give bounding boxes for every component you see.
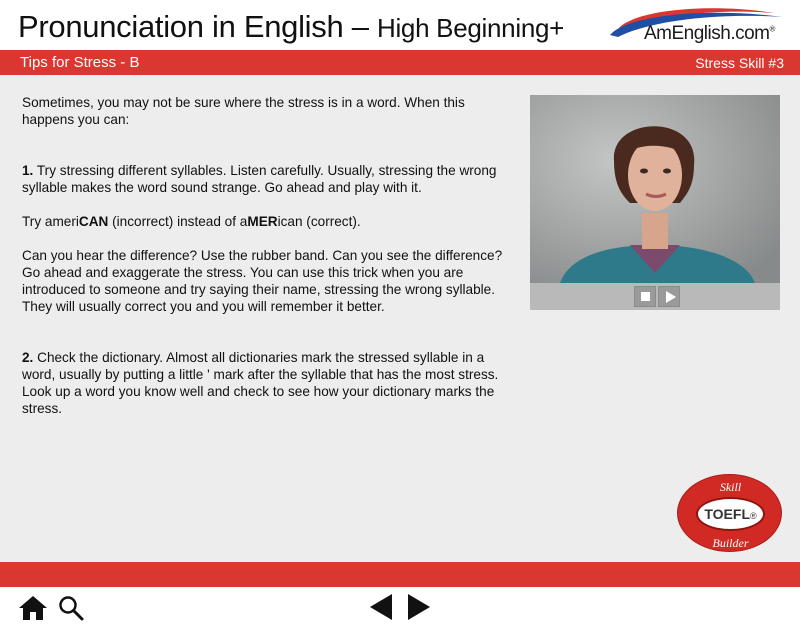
video-player[interactable] [530,95,780,283]
next-arrow-icon[interactable] [406,593,432,621]
title-separator: – [343,9,377,44]
badge-toefl-text [698,506,763,522]
home-icon[interactable] [18,595,48,621]
hear-difference-paragraph: Can you hear the difference? Use the rubber band. Can you see the difference? Go ahead and exaggerate the stress. You can use this trick when you are introduced to someone and try saying their name, stressing the wrong syllable. They will usually correct you and you will remember it better. [22,248,503,314]
video-controls [530,283,780,310]
badge-skill-text: Skill [719,480,742,494]
try-stress-incorrect: CAN [78,214,109,229]
stop-button[interactable] [634,286,656,307]
skill-label: Stress Skill #3 [695,55,784,71]
course-level: High Beginning+ [376,13,565,43]
try-example-paragraph [22,213,508,230]
logo-text [644,23,775,45]
badge-inner-oval [696,497,765,531]
play-button[interactable] [658,286,680,307]
section-bar [0,50,800,75]
intro-paragraph: Sometimes, you may not be sure where the stress is in a word. When this happens you can: [22,95,465,127]
badge-toefl-label: TOEFL [704,506,750,522]
tip-2-number: 2. [22,350,34,365]
footer-bar [0,562,800,587]
amenglish-logo [604,5,789,47]
toefl-skill-builder-badge [677,474,782,552]
badge-registered-mark: ® [750,511,757,521]
try-prefix: Try ameri [22,214,79,229]
footer-nav [0,587,800,625]
tip-2-paragraph [22,349,508,417]
try-middle: (incorrect) instead of a [108,214,248,229]
instructor-video-frame [530,95,780,283]
lesson-content [22,94,508,417]
tip-2-text: Check the dictionary. Almost all dictionaries mark the stressed syllable in a word, usually by putting a little ' mark after the syllable that has the most stress. Look up a word you know well and check to see how your dictionary marks the stress. [22,350,499,416]
try-suffix: ican (correct). [277,214,361,229]
tip-1-text: Try stressing different syllables. Listen carefully. Usually, stressing the wrong syllable makes the word sound strange. Go ahead and play with it. [22,163,497,195]
course-title [18,9,564,45]
try-stress-correct: MER [247,214,278,229]
previous-arrow-icon[interactable] [368,593,394,621]
course-title-text: Pronunciation in English [18,9,344,44]
tip-1-paragraph [22,162,508,196]
tip-1-number: 1. [22,163,34,178]
search-icon[interactable] [58,595,84,621]
header [0,0,800,50]
section-title: Tips for Stress - B [20,54,140,71]
logo-name: AmEnglish.com [644,23,770,44]
badge-builder-text: Builder [712,536,749,550]
logo-registered-mark: ® [769,24,775,34]
